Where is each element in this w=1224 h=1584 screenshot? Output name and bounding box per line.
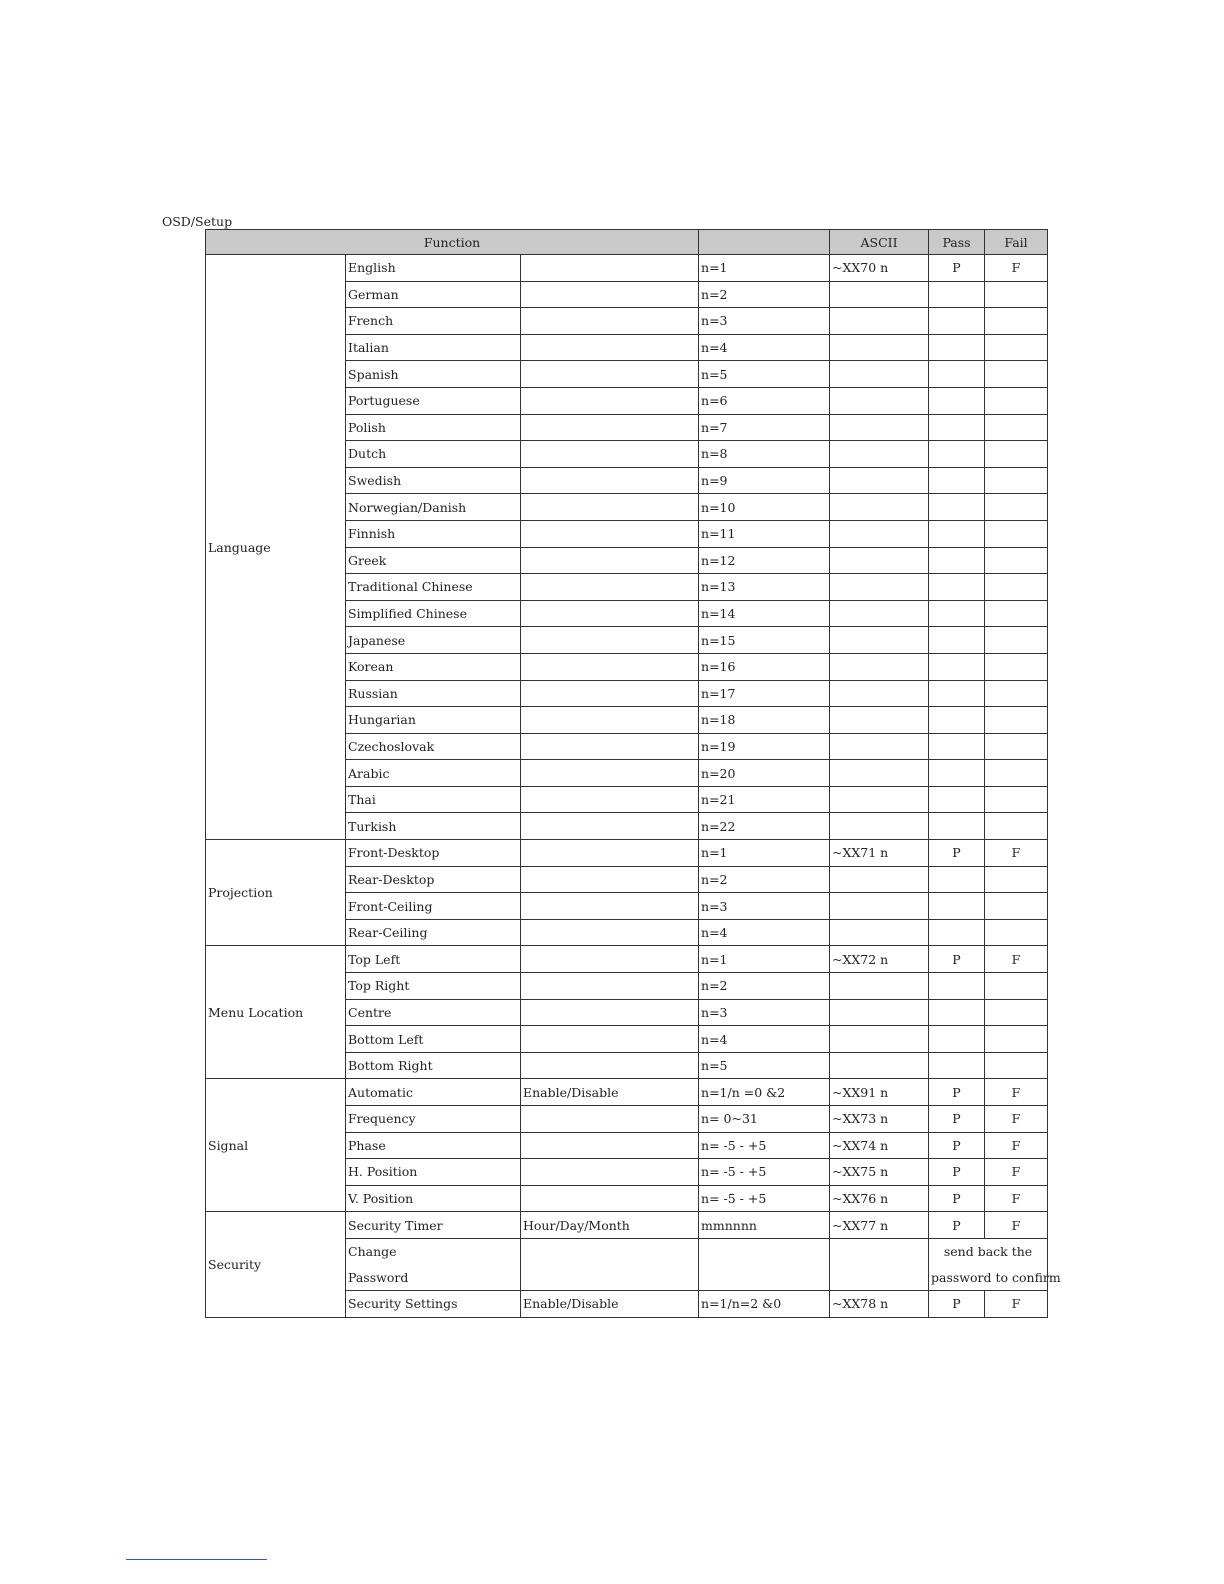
setting-cell — [521, 760, 699, 787]
pass-cell — [929, 999, 985, 1026]
fail-cell: F — [985, 946, 1048, 973]
setting-cell — [521, 866, 699, 893]
ascii-cell — [830, 361, 929, 388]
pass-cell: P — [929, 840, 985, 867]
group-label: Security — [206, 1212, 346, 1317]
setting-cell — [521, 919, 699, 946]
pass-cell — [929, 467, 985, 494]
ascii-cell: ~XX74 n — [830, 1132, 929, 1159]
group-label: Language — [206, 255, 346, 840]
value-cell: n=17 — [699, 680, 830, 707]
fail-cell — [985, 441, 1048, 468]
pass-cell — [929, 414, 985, 441]
ascii-cell — [830, 547, 929, 574]
ascii-cell — [830, 520, 929, 547]
value-cell: n=16 — [699, 653, 830, 680]
value-cell: n=3 — [699, 308, 830, 335]
fail-cell — [985, 866, 1048, 893]
pass-cell — [929, 627, 985, 654]
fail-cell — [985, 627, 1048, 654]
pass-cell: P — [929, 1212, 985, 1239]
fail-cell — [985, 707, 1048, 734]
ascii-cell — [830, 813, 929, 840]
header-fail: Fail — [985, 230, 1048, 255]
osd-setup-table — [205, 229, 1061, 1318]
pass-cell — [929, 653, 985, 680]
ascii-cell: ~XX71 n — [830, 840, 929, 867]
pass-cell: P — [929, 255, 985, 282]
ascii-cell — [830, 866, 929, 893]
pass-cell — [929, 547, 985, 574]
setting-cell — [521, 308, 699, 335]
ascii-cell — [830, 733, 929, 760]
value-cell: n=6 — [699, 387, 830, 414]
setting-cell — [521, 707, 699, 734]
value-cell: n=4 — [699, 919, 830, 946]
function-cell: Bottom Left — [346, 1026, 521, 1053]
confirm-note: password to confirm — [929, 1265, 1048, 1291]
fail-cell — [985, 414, 1048, 441]
ascii-cell — [830, 334, 929, 361]
confirm-note: send back the — [929, 1238, 1048, 1264]
function-cell: Top Left — [346, 946, 521, 973]
fail-cell — [985, 387, 1048, 414]
table-row — [206, 840, 1048, 867]
value-cell: n=15 — [699, 627, 830, 654]
fail-cell — [985, 733, 1048, 760]
ascii-cell — [830, 441, 929, 468]
fail-cell — [985, 680, 1048, 707]
function-cell: Spanish — [346, 361, 521, 388]
value-cell: n= -5 - +5 — [699, 1159, 830, 1186]
setting-cell — [521, 467, 699, 494]
value-cell: n=1 — [699, 946, 830, 973]
pass-cell: P — [929, 1079, 985, 1106]
setting-cell — [521, 600, 699, 627]
fail-cell — [985, 919, 1048, 946]
function-cell: Russian — [346, 680, 521, 707]
pass-cell — [929, 893, 985, 920]
function-cell: Automatic — [346, 1079, 521, 1106]
pass-cell: P — [929, 1106, 985, 1133]
fail-cell — [985, 547, 1048, 574]
fail-cell: F — [985, 1132, 1048, 1159]
fail-cell: F — [985, 1106, 1048, 1133]
function-cell: Hungarian — [346, 707, 521, 734]
setting-cell — [521, 840, 699, 867]
pass-cell — [929, 308, 985, 335]
setting-cell — [521, 893, 699, 920]
function-cell: Frequency — [346, 1106, 521, 1133]
setting-cell: Hour/Day/Month — [521, 1212, 699, 1239]
ascii-cell — [830, 1052, 929, 1079]
setting-cell — [521, 1106, 699, 1133]
pass-cell — [929, 1026, 985, 1053]
fail-cell — [985, 1052, 1048, 1079]
value-cell: n= 0~31 — [699, 1106, 830, 1133]
fail-cell — [985, 600, 1048, 627]
pass-cell — [929, 1052, 985, 1079]
function-cell: Rear-Ceiling — [346, 919, 521, 946]
function-cell: Centre — [346, 999, 521, 1026]
fail-cell — [985, 520, 1048, 547]
ascii-cell: ~XX70 n — [830, 255, 929, 282]
function-cell: Front-Ceiling — [346, 893, 521, 920]
function-cell: Rear-Desktop — [346, 866, 521, 893]
fail-cell — [985, 361, 1048, 388]
pass-cell: P — [929, 1159, 985, 1186]
ascii-cell — [830, 1238, 929, 1290]
ascii-cell — [830, 760, 929, 787]
fail-cell: F — [985, 1291, 1048, 1318]
value-cell: n=1/n=2 &0 — [699, 1291, 830, 1318]
ascii-cell — [830, 494, 929, 521]
fail-cell — [985, 281, 1048, 308]
fail-cell: F — [985, 1079, 1048, 1106]
pass-cell: P — [929, 1132, 985, 1159]
setting-cell: Enable/Disable — [521, 1291, 699, 1318]
ascii-cell — [830, 919, 929, 946]
fail-cell — [985, 494, 1048, 521]
ascii-cell: ~XX76 n — [830, 1185, 929, 1212]
value-cell: n=12 — [699, 547, 830, 574]
value-cell: n=2 — [699, 866, 830, 893]
setting-cell — [521, 414, 699, 441]
group-label: Projection — [206, 840, 346, 946]
function-cell: Top Right — [346, 973, 521, 1000]
function-cell: Phase — [346, 1132, 521, 1159]
ascii-cell — [830, 387, 929, 414]
function-cell: H. Position — [346, 1159, 521, 1186]
ascii-cell: ~XX75 n — [830, 1159, 929, 1186]
function-cell: Thai — [346, 786, 521, 813]
ascii-cell — [830, 600, 929, 627]
value-cell — [699, 1238, 830, 1290]
function-cell: Swedish — [346, 467, 521, 494]
value-cell: n=4 — [699, 334, 830, 361]
function-cell: Portuguese — [346, 387, 521, 414]
function-cell: Korean — [346, 653, 521, 680]
ascii-cell — [830, 786, 929, 813]
value-cell: n=11 — [699, 520, 830, 547]
setting-cell — [521, 334, 699, 361]
setting-cell — [521, 973, 699, 1000]
function-cell: Simplified Chinese — [346, 600, 521, 627]
ascii-cell: ~XX91 n — [830, 1079, 929, 1106]
pass-cell — [929, 866, 985, 893]
pass-cell: P — [929, 946, 985, 973]
section-title: OSD/Setup — [162, 214, 233, 229]
table-header-row — [206, 230, 1048, 255]
pass-cell: P — [929, 1185, 985, 1212]
setting-cell — [521, 281, 699, 308]
value-cell: n=5 — [699, 361, 830, 388]
pass-cell — [929, 707, 985, 734]
pass-cell — [929, 361, 985, 388]
pass-cell — [929, 919, 985, 946]
value-cell: n=21 — [699, 786, 830, 813]
setting-cell — [521, 627, 699, 654]
function-cell: Bottom Right — [346, 1052, 521, 1079]
function-cell: Polish — [346, 414, 521, 441]
ascii-cell — [830, 893, 929, 920]
function-cell: Greek — [346, 547, 521, 574]
pass-cell — [929, 574, 985, 601]
setting-cell — [521, 680, 699, 707]
value-cell: n=13 — [699, 574, 830, 601]
setting-cell — [521, 1159, 699, 1186]
fail-cell — [985, 1026, 1048, 1053]
function-cell: Password — [346, 1265, 521, 1291]
header-blank — [699, 230, 830, 255]
pass-cell — [929, 760, 985, 787]
function-cell: Finnish — [346, 520, 521, 547]
value-cell: n=1 — [699, 255, 830, 282]
value-cell: n=3 — [699, 893, 830, 920]
ascii-cell — [830, 414, 929, 441]
value-cell: n=9 — [699, 467, 830, 494]
ascii-cell — [830, 574, 929, 601]
setting-cell — [521, 999, 699, 1026]
value-cell: n=4 — [699, 1026, 830, 1053]
header-ascii: ASCII — [830, 230, 929, 255]
setting-cell — [521, 786, 699, 813]
function-cell: Security Settings — [346, 1291, 521, 1318]
fail-cell — [985, 973, 1048, 1000]
footer-rule — [126, 1559, 267, 1560]
fail-cell — [985, 999, 1048, 1026]
value-cell: n=2 — [699, 281, 830, 308]
setting-cell — [521, 733, 699, 760]
setting-cell — [521, 946, 699, 973]
value-cell: n=14 — [699, 600, 830, 627]
fail-cell — [985, 893, 1048, 920]
function-cell: Italian — [346, 334, 521, 361]
fail-cell — [985, 334, 1048, 361]
table-row — [206, 1079, 1048, 1106]
setting-cell — [521, 547, 699, 574]
ascii-cell — [830, 999, 929, 1026]
pass-cell — [929, 600, 985, 627]
table-row — [206, 946, 1048, 973]
ascii-cell — [830, 680, 929, 707]
setting-cell — [521, 574, 699, 601]
fail-cell: F — [985, 1185, 1048, 1212]
pass-cell — [929, 813, 985, 840]
value-cell: n=19 — [699, 733, 830, 760]
ascii-cell — [830, 653, 929, 680]
pass-cell — [929, 494, 985, 521]
fail-cell — [985, 760, 1048, 787]
ascii-cell — [830, 308, 929, 335]
function-cell: English — [346, 255, 521, 282]
ascii-cell — [830, 467, 929, 494]
setting-cell — [521, 1132, 699, 1159]
setting-cell — [521, 1026, 699, 1053]
function-cell: Front-Desktop — [346, 840, 521, 867]
value-cell: n=20 — [699, 760, 830, 787]
group-label: Signal — [206, 1079, 346, 1212]
pass-cell — [929, 387, 985, 414]
ascii-cell: ~XX78 n — [830, 1291, 929, 1318]
function-cell: Security Timer — [346, 1212, 521, 1239]
fail-cell — [985, 653, 1048, 680]
ascii-cell — [830, 707, 929, 734]
pass-cell — [929, 973, 985, 1000]
function-cell: Dutch — [346, 441, 521, 468]
fail-cell: F — [985, 840, 1048, 867]
value-cell: n= -5 - +5 — [699, 1185, 830, 1212]
function-cell: German — [346, 281, 521, 308]
table-row — [206, 1212, 1048, 1239]
function-cell: V. Position — [346, 1185, 521, 1212]
function-cell: French — [346, 308, 521, 335]
pass-cell — [929, 281, 985, 308]
pass-cell — [929, 733, 985, 760]
table-row — [206, 255, 1048, 282]
ascii-cell — [830, 627, 929, 654]
pass-cell — [929, 441, 985, 468]
ascii-cell — [830, 973, 929, 1000]
function-cell: Traditional Chinese — [346, 574, 521, 601]
value-cell: n=5 — [699, 1052, 830, 1079]
fail-cell — [985, 467, 1048, 494]
fail-cell — [985, 786, 1048, 813]
fail-cell: F — [985, 1159, 1048, 1186]
pass-cell — [929, 520, 985, 547]
function-cell: Turkish — [346, 813, 521, 840]
value-cell: n=1/n =0 &2 — [699, 1079, 830, 1106]
setting-cell — [521, 387, 699, 414]
fail-cell: F — [985, 255, 1048, 282]
setting-cell — [521, 441, 699, 468]
ascii-cell: ~XX73 n — [830, 1106, 929, 1133]
setting-cell — [521, 1052, 699, 1079]
function-cell: Change — [346, 1238, 521, 1264]
setting-cell — [521, 813, 699, 840]
setting-cell — [521, 361, 699, 388]
fail-cell — [985, 574, 1048, 601]
function-cell: Japanese — [346, 627, 521, 654]
setting-cell — [521, 1185, 699, 1212]
ascii-cell — [830, 281, 929, 308]
value-cell: n= -5 - +5 — [699, 1132, 830, 1159]
setting-cell — [521, 520, 699, 547]
pass-cell — [929, 680, 985, 707]
fail-cell: F — [985, 1212, 1048, 1239]
ascii-cell — [830, 1026, 929, 1053]
function-cell: Czechoslovak — [346, 733, 521, 760]
value-cell: n=2 — [699, 973, 830, 1000]
value-cell: n=3 — [699, 999, 830, 1026]
fail-cell — [985, 813, 1048, 840]
header-function: Function — [206, 230, 699, 255]
header-pass: Pass — [929, 230, 985, 255]
function-cell: Norwegian/Danish — [346, 494, 521, 521]
pass-cell — [929, 334, 985, 361]
value-cell: n=8 — [699, 441, 830, 468]
value-cell: n=22 — [699, 813, 830, 840]
pass-cell: P — [929, 1291, 985, 1318]
value-cell: mmnnnn — [699, 1212, 830, 1239]
value-cell: n=7 — [699, 414, 830, 441]
function-cell: Arabic — [346, 760, 521, 787]
setting-cell — [521, 653, 699, 680]
group-label: Menu Location — [206, 946, 346, 1079]
value-cell: n=1 — [699, 840, 830, 867]
value-cell: n=10 — [699, 494, 830, 521]
setting-cell — [521, 494, 699, 521]
setting-cell — [521, 1238, 699, 1290]
pass-cell — [929, 786, 985, 813]
setting-cell: Enable/Disable — [521, 1079, 699, 1106]
setting-cell — [521, 255, 699, 282]
value-cell: n=18 — [699, 707, 830, 734]
ascii-cell: ~XX72 n — [830, 946, 929, 973]
ascii-cell: ~XX77 n — [830, 1212, 929, 1239]
fail-cell — [985, 308, 1048, 335]
